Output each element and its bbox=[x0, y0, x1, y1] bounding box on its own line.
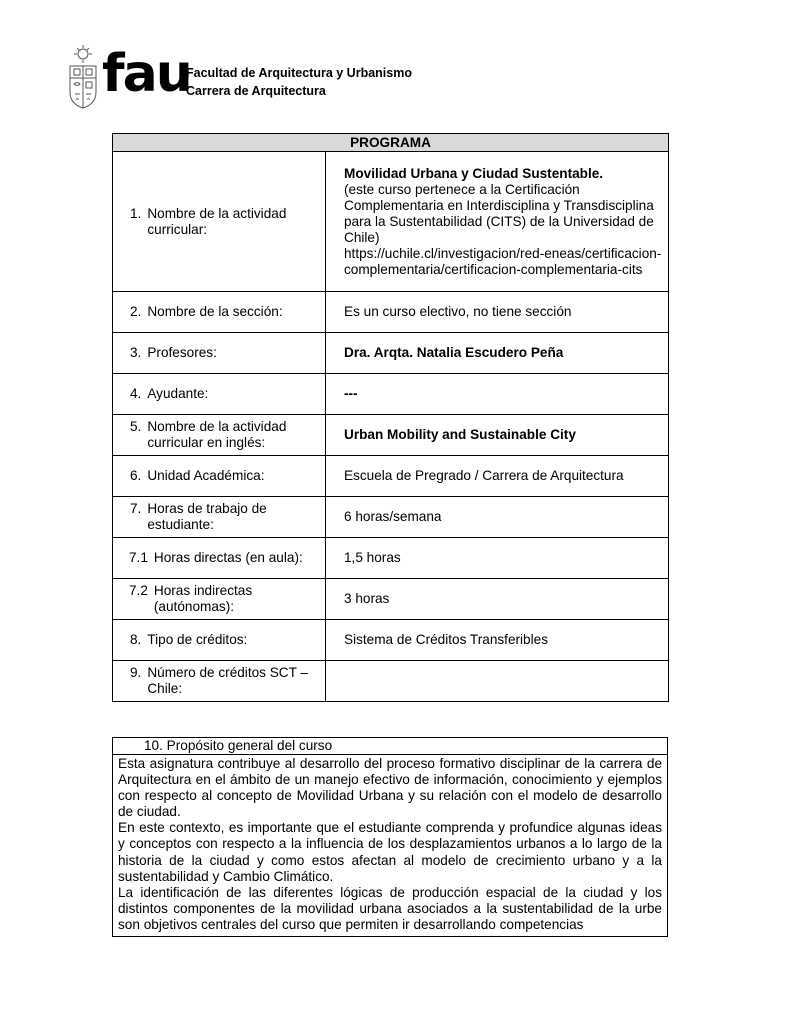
table-row bbox=[113, 620, 669, 661]
row-label: Horas indirectas (autónomas): bbox=[153, 583, 253, 614]
course-name: Movilidad Urbana y Ciudad Sustentable. bbox=[344, 165, 604, 181]
purpose-paragraph: En este contexto, es importante que el estudiante comprenda y profundice algunas ideas y conceptos con respecto a la influencia de los desplazamientos urbanos a lo largo de la historia de la ciudad y como estos afectan al modelo de crecimiento urbano y a la sustentabilidad y Cambio Climático. bbox=[118, 820, 662, 884]
row-value: Escuela de Pregrado / Carrera de Arquitectura bbox=[344, 468, 624, 483]
row-label: Horas directas (en aula): bbox=[153, 550, 303, 565]
professor-name: Dra. Arqta. Natalia Escudero Peña bbox=[344, 345, 564, 360]
table-row bbox=[113, 497, 669, 538]
row-number: 7. bbox=[130, 501, 142, 516]
row-value: Sistema de Créditos Transferibles bbox=[344, 632, 548, 647]
row-number: 3. bbox=[130, 345, 142, 360]
english-course-name: Urban Mobility and Sustainable City bbox=[344, 427, 576, 442]
row-number: 2. bbox=[130, 304, 142, 319]
career-name: Carrera de Arquitectura bbox=[186, 84, 326, 98]
purpose-body bbox=[113, 755, 667, 933]
row-label: Nombre de la sección: bbox=[147, 304, 283, 319]
row-number: 1. bbox=[130, 205, 142, 221]
row-label: Profesores: bbox=[147, 345, 217, 360]
row-label: Unidad Académica: bbox=[147, 468, 265, 483]
course-note: (este curso pertenece a la Certificación Complementaria en Interdisciplina y Transdisciplina para la Sustentabilidad (CITS) de la Universidad de Chile) bbox=[344, 181, 654, 245]
row-number: 7.1 bbox=[129, 550, 148, 565]
university-crest-icon bbox=[66, 44, 100, 110]
table-row bbox=[113, 456, 669, 497]
table-row bbox=[113, 292, 669, 333]
purpose-paragraph: Esta asignatura contribuye al desarrollo del proceso formativo disciplinar de la carrera de Arquitectura en el ámbito de un manejo efectivo de información, conocimiento y ejemplos con respecto al concepto de Movilidad Urbana y su relación con el modelo de desarrollo de ciudad. bbox=[118, 756, 662, 820]
row-number: 6. bbox=[130, 468, 142, 483]
row-number: 9. bbox=[130, 665, 142, 680]
row-label: Nombre de la actividad curricular: bbox=[147, 205, 287, 237]
row-number: 4. bbox=[130, 386, 142, 401]
row-label: Número de créditos SCT – Chile: bbox=[147, 665, 309, 696]
program-title: PROGRAMA bbox=[113, 134, 669, 152]
purpose-heading: 10. Propósito general del curso bbox=[113, 738, 667, 755]
organization-name bbox=[186, 64, 412, 100]
table-row bbox=[113, 579, 669, 620]
purpose-paragraph: La identificación de las diferentes lógicas de producción espacial de la ciudad y los distintos componentes de la movilidad urbana asociados a la sustentabilidad de la urbe son objetivos centrales del curso que permiten ir desarrollando competencias bbox=[118, 884, 662, 932]
document-header bbox=[66, 44, 466, 110]
table-row bbox=[113, 152, 669, 292]
row-number: 7.2 bbox=[129, 583, 148, 598]
row-value: 1,5 horas bbox=[344, 550, 401, 565]
table-row bbox=[113, 538, 669, 579]
row-value: 3 horas bbox=[344, 591, 390, 606]
row-value: 6 horas/semana bbox=[344, 509, 442, 524]
row-label: Horas de trabajo de estudiante: bbox=[147, 501, 267, 532]
program-table bbox=[112, 133, 669, 702]
purpose-section bbox=[112, 737, 668, 937]
row-label: Tipo de créditos: bbox=[147, 632, 248, 647]
table-row bbox=[113, 661, 669, 702]
table-row bbox=[113, 415, 669, 456]
row-label: Nombre de la actividad curricular en inglés: bbox=[147, 419, 287, 450]
table-row bbox=[113, 374, 669, 415]
assistant-value: --- bbox=[344, 386, 358, 401]
cits-link[interactable]: https://uchile.cl/investigacion/red-eneas/certificacion-complementaria/certificacion-complementaria-cits bbox=[344, 245, 662, 277]
faculty-name: Facultad de Arquitectura y Urbanismo bbox=[186, 66, 412, 80]
row-number: 5. bbox=[130, 419, 142, 434]
row-label: Ayudante: bbox=[147, 386, 209, 401]
row-number: 8. bbox=[130, 632, 142, 647]
row-value: Es un curso electivo, no tiene sección bbox=[344, 304, 572, 319]
table-row bbox=[113, 333, 669, 374]
fau-logo: fau bbox=[102, 44, 191, 104]
